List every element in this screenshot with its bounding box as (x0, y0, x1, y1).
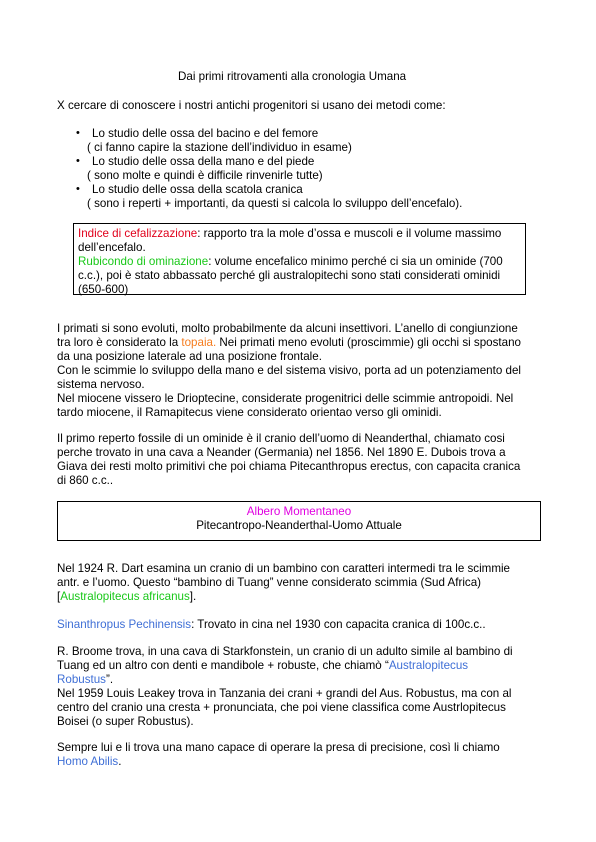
list-item-note: ( ci fanno capire la stazione dell’individuo in esame) (87, 141, 352, 154)
term-topaia: topaia. (181, 336, 217, 349)
paragraph-line: Nel 1959 Louis Leakey trova in Tanzania dei crani + grandi del Aus. Robustus, ma con al (57, 687, 512, 700)
bracket: ]. (189, 590, 197, 603)
paragraph-line: antr. e l’uomo. Questo “bambino di Tuang” venne considerato scimmia (Sud Africa) (57, 576, 482, 589)
paragraph-line: Giava dei resti molto primitivi che poi chiama Pitecanthropus erectus, con capacita cranica (57, 460, 521, 473)
bracket: [ (57, 590, 61, 603)
paragraph-line: Nel miocene vissero le Drioptecine, considerate progenitrici delle scimmie antropoidi. Nel (57, 392, 514, 405)
paragraph-line: Nei primati meno evoluti (proscimmie) gli occhi si spostano (216, 336, 521, 349)
paragraph-line: Il primo reperto fossile di un ominide è il cranio dell’uomo di Neanderthal, chiamato cosi (57, 432, 505, 445)
paragraph-line: Sempre lui e li trova una mano capace di operare la presa di precisione, così li chiamo (57, 741, 500, 754)
paragraph-line: tardo miocene, il Ramapitecus viene considerato orientao verso gli ominidi. (57, 406, 442, 419)
list-item-text: Lo studio delle ossa della scatola cranica (92, 183, 303, 196)
paragraph-line: sistema nervoso. (57, 378, 145, 391)
methods-list (76, 127, 556, 211)
list-item (76, 155, 556, 183)
definition-text: (650-600) (78, 283, 129, 296)
definition-text: : volume encefalico minimo perché ci sia un ominide (700 (208, 255, 503, 268)
definition-text: dell’encefalo. (78, 241, 146, 254)
definition-text: : rapporto tra la mole d’ossa e muscoli e il volume massimo (197, 227, 502, 240)
paragraph-line: Tuang ed un altro con denti e mandibole + robuste, che chiamò “ (57, 659, 389, 672)
paragraph-line: da una posizione laterale ad una posizione frontale. (57, 350, 322, 363)
tree-content: Pitecantropo-Neanderthal-Uomo Attuale (196, 519, 402, 532)
paragraph-line: : Trovato in cina nel 1930 con capacita cranica di 100c.c.. (191, 618, 486, 631)
intro-paragraph: X cercare di conoscere i nostri antichi progenitori si usano dei metodi come: (57, 99, 446, 112)
paragraph-line: Boisei (o super Robustus). (57, 715, 194, 728)
list-item-note: ( sono i reperti + importanti, da questi si calcola lo sviluppo dell’encefalo). (87, 197, 463, 210)
page-title: Dai primi ritrovamenti alla cronologia Umana (178, 70, 407, 83)
paragraph-line: Con le scimmie lo sviluppo della mano e del sistema visivo, porta ad un potenziamento del (57, 364, 521, 377)
species-robustus: Australopitecus (388, 659, 469, 672)
bullet-icon: • (76, 183, 80, 195)
paragraph-line: I primati si sono evoluti, molto probabilmente da alcuni insettivori. L’anello di congiunzione (57, 322, 518, 335)
species-robustus: Robustus (57, 673, 106, 686)
paragraph-line: tra loro è considerato la (57, 336, 182, 349)
list-item-note: ( sono molte e quindi è difficile rinvenirle tutte) (87, 169, 323, 182)
paragraph-line: di 860 c.c.. (57, 474, 114, 487)
tree-box (57, 501, 541, 541)
neanderthal-paragraph (57, 432, 520, 488)
paragraph-line: perche trovato in una cava a Neander (Germania) nel 1856. Nel 1890 E. Dubois trova a (57, 446, 506, 459)
sinanthropus-paragraph (57, 618, 486, 632)
tree-heading: Albero Momentaneo (246, 505, 352, 518)
paragraph-line: ”. (105, 673, 114, 686)
paragraph-line: centro del cranio una cresta + pronunciata, che poi viene classifica come Austrlopitecus (57, 701, 506, 714)
species-africanus: Australopitecus africanus (60, 590, 190, 603)
abilis-paragraph (57, 741, 500, 769)
definitions-box (73, 223, 526, 295)
list-item-text: Lo studio delle ossa del bacino e del femore (92, 127, 319, 140)
bullet-icon: • (76, 127, 80, 139)
paragraph-line: R. Broome trova, in una cava di Starkfonstein, un cranio di un adulto simile al bambino di (57, 645, 513, 658)
paragraph-line: Nel 1924 R. Dart esamina un cranio di un bambino con caratteri intermedi tra le scimmie (57, 562, 511, 575)
list-item-text: Lo studio delle ossa della mano e del piede (92, 155, 315, 168)
definition-text: c.c.), poi è stato abbassato perché gli australopitechi sono stati considerati ominidi (78, 269, 501, 282)
species-abilis: Homo Abilis (57, 755, 119, 768)
list-item (76, 183, 556, 211)
term-ominazione: Rubicondo di ominazione (78, 255, 209, 268)
paragraph-line: . (118, 755, 122, 768)
broome-paragraph (57, 645, 513, 729)
primates-paragraph (57, 322, 521, 420)
dart-paragraph (57, 562, 510, 604)
bullet-icon: • (76, 155, 80, 167)
term-cefalizzazione: Indice di cefalizzazione (78, 227, 198, 240)
species-sinanthropus: Sinanthropus Pechinensis (57, 618, 192, 631)
list-item (76, 127, 556, 155)
